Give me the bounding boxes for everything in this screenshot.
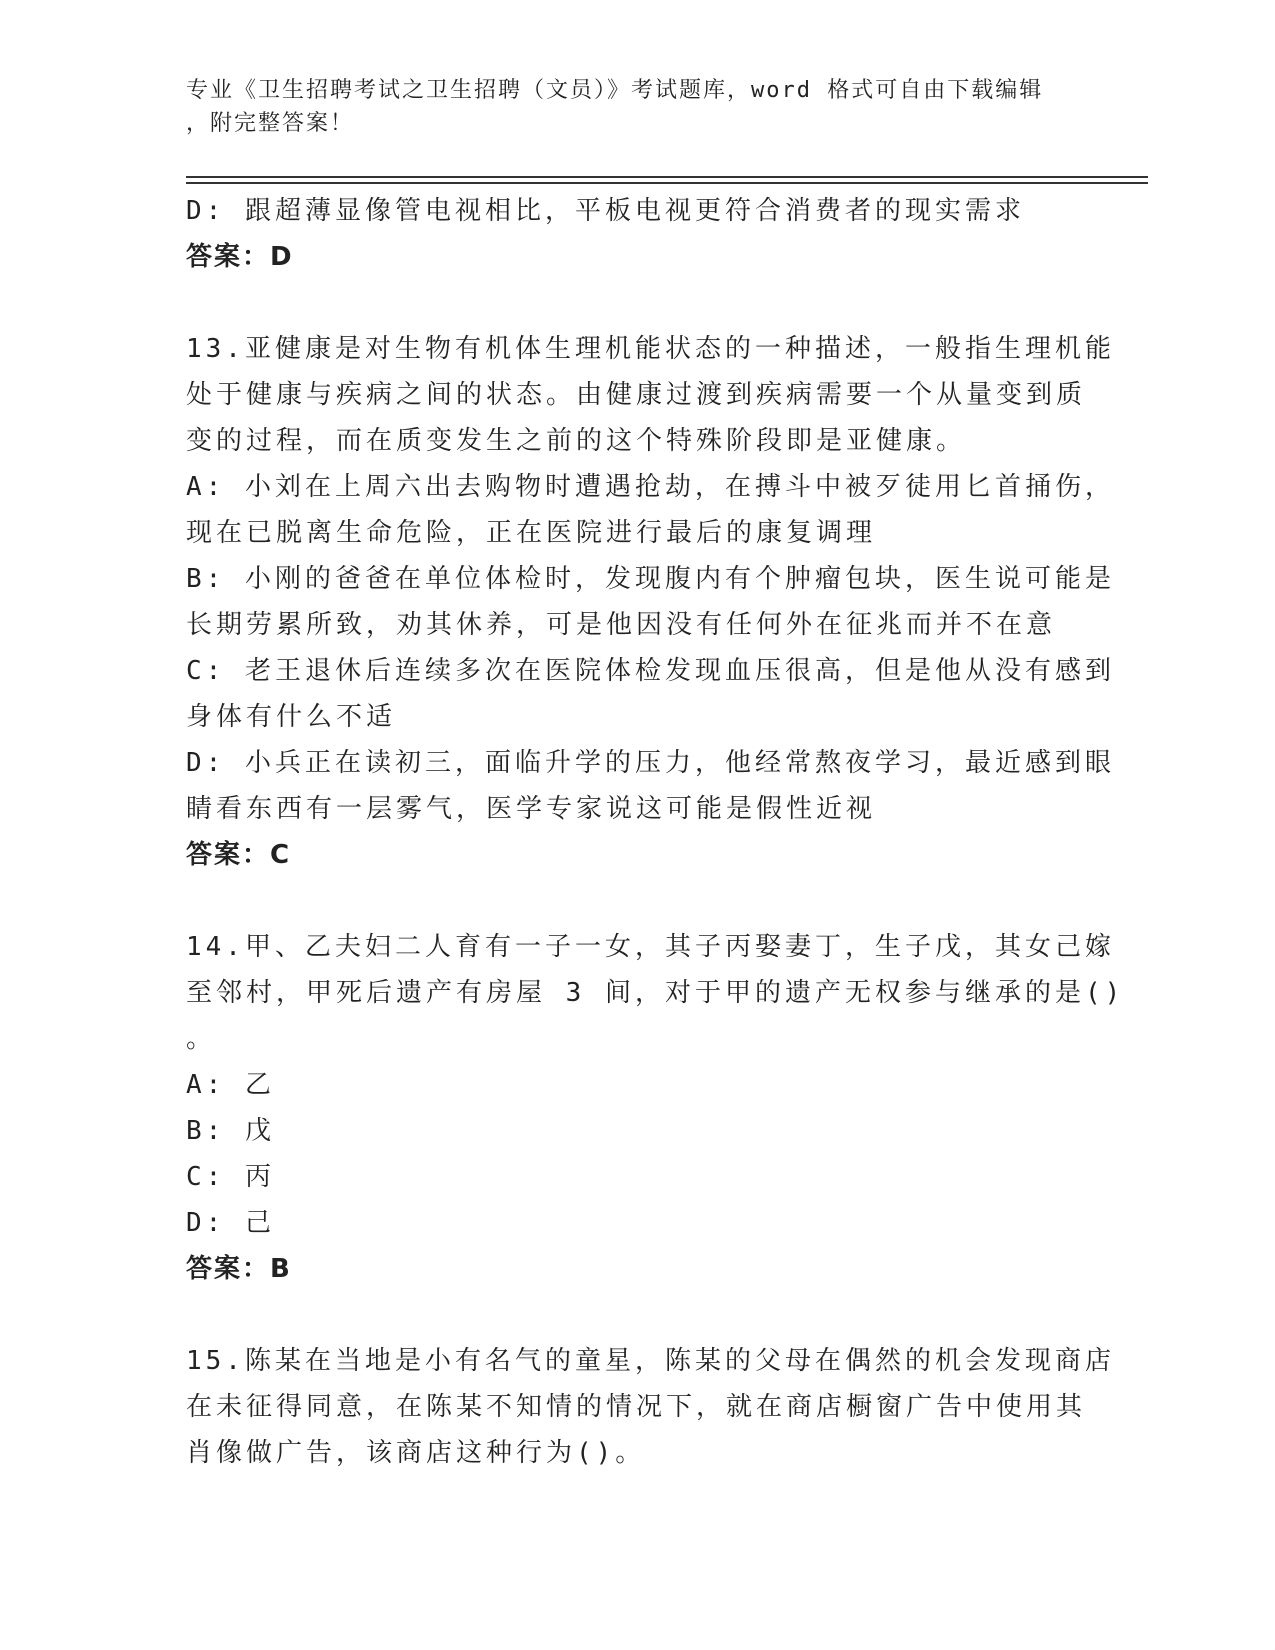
q13-option-a-cont: 现在已脱离生命危险，正在医院进行最后的康复调理 <box>186 518 877 548</box>
q13-option-b-cont: 长期劳累所致，劝其休养，可是他因没有任何外在征兆而并不在意 <box>186 610 1057 640</box>
spacer <box>186 878 1086 924</box>
spacer <box>186 1292 1086 1338</box>
q13-answer: 答案：C <box>186 840 292 870</box>
q15-stem-line: 在未征得同意，在陈某不知情的情况下，就在商店橱窗广告中使用其 <box>186 1392 1087 1422</box>
header-line-2: ，附完整答案！ <box>186 111 355 136</box>
header-line-1: 专业《卫生招聘考试之卫生招聘（文员）》考试题库，word 格式可自由下载编辑 <box>186 78 1044 103</box>
header-divider-bottom <box>186 182 1148 184</box>
header-divider-top <box>186 176 1148 178</box>
q12-answer: 答案：D <box>186 242 294 272</box>
q14-option-b: B: 戊 <box>186 1116 275 1146</box>
q12-option-d: D: 跟超薄显像管电视相比，平板电视更符合消费者的现实需求 <box>186 196 1025 226</box>
q13-option-b: B: 小刚的爸爸在单位体检时，发现腹内有个肿瘤包块，医生说可能是 <box>186 564 1115 594</box>
document-header <box>186 74 1066 140</box>
question-15 <box>186 1338 1115 1476</box>
q15-stem-line: 肖像做广告，该商店这种行为()。 <box>186 1438 646 1468</box>
spacer <box>186 280 1086 326</box>
q14-stem-line: 至邻村，甲死后遗产有房屋 3 间，对于甲的遗产无权参与继承的是() <box>186 978 1125 1008</box>
q14-option-d: D: 己 <box>186 1208 275 1238</box>
q13-option-d: D: 小兵正在读初三，面临升学的压力，他经常熬夜学习，最近感到眼 <box>186 748 1115 778</box>
q13-stem-line: 变的过程，而在质变发生之前的这个特殊阶段即是亚健康。 <box>186 426 967 456</box>
question-content <box>186 188 1125 1476</box>
q13-option-d-cont: 睛看东西有一层雾气，医学专家说这可能是假性近视 <box>186 794 877 824</box>
question-12-tail <box>186 188 1086 280</box>
q13-option-c: C: 老王退休后连续多次在医院体检发现血压很高，但是他从没有感到 <box>186 656 1115 686</box>
q14-stem-line: 。 <box>186 1024 217 1054</box>
q13-stem-line: 13.亚健康是对生物有机体生理机能状态的一种描述，一般指生理机能 <box>186 334 1115 364</box>
q14-option-c: C: 丙 <box>186 1162 275 1192</box>
question-14 <box>186 924 1125 1292</box>
q14-stem-line: 14.甲、乙夫妇二人育有一子一女，其子丙娶妻丁，生子戊，其女己嫁 <box>186 932 1115 962</box>
q15-stem-line: 15.陈某在当地是小有名气的童星，陈某的父母在偶然的机会发现商店 <box>186 1346 1115 1376</box>
q13-stem-line: 处于健康与疾病之间的状态。由健康过渡到疾病需要一个从量变到质 <box>186 380 1087 410</box>
q13-option-c-cont: 身体有什么不适 <box>186 702 397 732</box>
question-13 <box>186 326 1115 878</box>
q14-answer: 答案：B <box>186 1254 292 1284</box>
q13-option-a: A: 小刘在上周六出去购物时遭遇抢劫，在搏斗中被歹徒用匕首捅伤， <box>186 472 1115 502</box>
q14-option-a: A: 乙 <box>186 1070 275 1100</box>
